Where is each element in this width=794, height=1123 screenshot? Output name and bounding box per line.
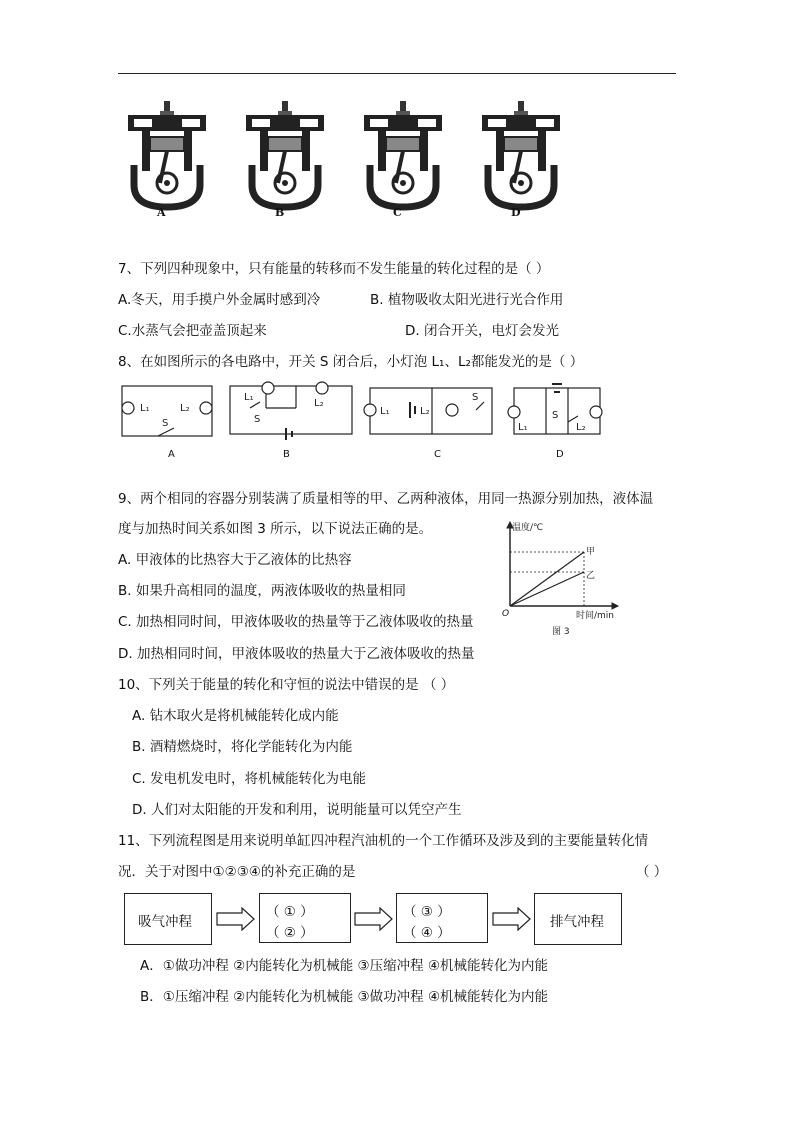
q11-answer-bracket: （ ） <box>636 864 668 880</box>
q7-option-d: D. 闭合开关，电灯会发光 <box>405 323 559 339</box>
q7-option-b: B. 植物吸收太阳光进行光合作用 <box>370 292 564 308</box>
flow-arrow-2 <box>354 907 394 931</box>
q8-stem: 8、在如图所示的各电路中，开关 S 闭合后，小灯泡 L₁、L₂都能发光的是（ ） <box>118 354 584 370</box>
q8-circuits-figure <box>118 378 618 443</box>
q9-graph-yi: 乙 <box>586 571 596 581</box>
flow-box-intake-label: 吸气冲程 <box>138 914 192 930</box>
q8a-s-label: S <box>162 418 169 429</box>
q8a-l2-label: L₂ <box>180 403 190 414</box>
q10-option-b: B. 酒精燃烧时，将化学能转化为内能 <box>132 739 353 755</box>
q9-option-d: D. 加热相同时间，甲液体吸收的热量大于乙液体吸收的热量 <box>118 646 475 662</box>
q8-circuit-label-c: C <box>434 449 441 460</box>
q10-option-c: C. 发电机发电时，将机械能转化为电能 <box>132 771 367 787</box>
q11-option-a: A．①做功冲程 ②内能转化为机械能 ③压缩冲程 ④机械能转化为内能 <box>140 958 549 974</box>
q8c-s-label: S <box>472 392 479 403</box>
q8b-l2-label: L₂ <box>314 398 324 409</box>
q9-graph-caption: 图 3 <box>552 627 570 637</box>
q9-option-b: B. 如果升高相同的温度，两液体吸收的热量相同 <box>118 583 406 599</box>
engine-label-c: C <box>393 206 402 219</box>
q8d-l2-label: L₂ <box>576 422 586 433</box>
q9-graph-origin: O <box>502 609 510 619</box>
q8b-l1-label: L₁ <box>244 392 254 403</box>
q11-stem-line2: 况．关于对图中①②③④的补充正确的是 <box>118 864 356 880</box>
flow-box-3-bottom: （ ④ ） <box>403 925 451 941</box>
engine-label-d: D <box>511 206 521 219</box>
q9-graph-ylabel: 温度/℃ <box>512 523 544 533</box>
q9-graph-jia: 甲 <box>586 547 596 557</box>
q8-circuit-label-b: B <box>283 449 290 460</box>
q9-option-c: C. 加热相同时间，甲液体吸收的热量等于乙液体吸收的热量 <box>118 614 474 630</box>
q10-stem: 10、下列关于能量的转化和守恒的说法中错误的是 （ ） <box>118 677 455 693</box>
q8c-l1-label: L₁ <box>380 406 390 417</box>
q9-stem-line1: 9、两个相同的容器分别装满了质量相等的甲、乙两种液体，用同一热源分别加热，液体温 <box>118 491 654 507</box>
q8-circuit-label-a: A <box>168 449 175 460</box>
q8c-l2-label: L₂ <box>420 406 430 417</box>
flow-box-2-bottom: （ ② ） <box>266 925 314 941</box>
q7-option-a: A.冬天，用手摸户外金属时感到冷 <box>118 292 321 308</box>
flow-box-3-top: （ ③ ） <box>403 904 451 920</box>
q8d-s-label: S <box>552 410 559 421</box>
engine-label-a: A <box>157 206 166 219</box>
engine-label-b: B <box>275 206 285 219</box>
q7-option-c: C.水蒸气会把壶盖顶起来 <box>118 323 267 339</box>
flow-box-2 <box>259 893 351 943</box>
q7-stem: 7、下列四种现象中，只有能量的转移而不发生能量的转化过程的是（ ） <box>118 261 550 277</box>
q9-graph-xlabel: 时间/min <box>576 611 615 621</box>
q10-option-a: A. 钻木取火是将机械能转化成内能 <box>132 708 339 724</box>
q8-circuit-label-d: D <box>556 449 564 460</box>
flow-box-intake <box>124 893 212 945</box>
flow-box-3 <box>396 893 488 943</box>
q9-stem-line2: 度与加热时间关系如图 3 所示，以下说法正确的是。 <box>118 521 433 537</box>
q9-option-a: A. 甲液体的比热容大于乙液体的比热容 <box>118 552 352 568</box>
q9-graph <box>500 520 630 640</box>
q8a-l1-label: L₁ <box>140 403 150 414</box>
engine-strokes-figure <box>120 95 570 230</box>
flow-box-exhaust <box>534 893 622 945</box>
q11-stem-line1: 11、下列流程图是用来说明单缸四冲程汽油机的一个工作循环及涉及到的主要能量转化情 <box>118 833 649 849</box>
q8b-s-label: S <box>254 414 261 425</box>
flow-arrow-3 <box>492 907 532 931</box>
header-rule <box>118 73 676 74</box>
q10-option-d: D. 人们对太阳能的开发和利用，说明能量可以凭空产生 <box>132 802 462 818</box>
flow-box-2-top: （ ① ） <box>266 904 314 920</box>
flow-arrow-1 <box>216 907 256 931</box>
flow-box-exhaust-label: 排气冲程 <box>550 914 604 930</box>
q11-option-b: B．①压缩冲程 ②内能转化为机械能 ③做功冲程 ④机械能转化为内能 <box>140 989 549 1005</box>
q8d-l1-label: L₁ <box>518 422 528 433</box>
